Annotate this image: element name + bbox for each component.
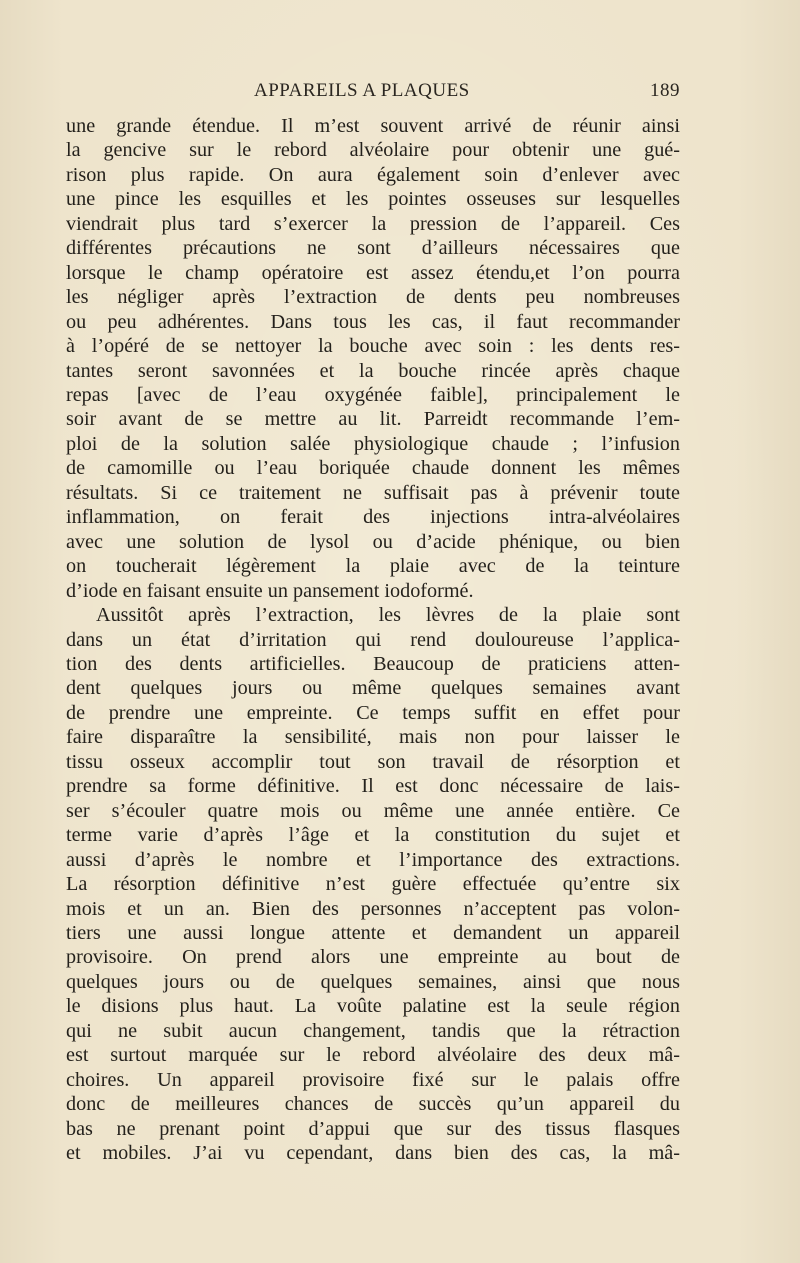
text-line: le disions plus haut. La voûte palatine est la seule région <box>66 995 680 1018</box>
text-line: les négliger après l’extraction de dents peu nombreuses <box>66 286 680 309</box>
text-line: et mobiles. J’ai vu cependant, dans bien des cas, la mâ- <box>66 1142 680 1165</box>
text-line: de prendre une empreinte. Ce temps suffit en effet pour <box>66 701 680 724</box>
text-line: différentes précautions ne sont d’ailleurs nécessaires que <box>66 237 680 260</box>
text-line: on toucherait légèrement la plaie avec de la teinture <box>66 555 680 578</box>
text-line: une grande étendue. Il m’est souvent arrivé de réunir ainsi <box>66 115 680 137</box>
text-line: qui ne subit aucun changement, tandis que la rétraction <box>66 1019 680 1042</box>
text-line: résultats. Si ce traitement ne suffisait pas à prévenir toute <box>66 481 680 504</box>
running-title: APPAREILS A PLAQUES <box>254 80 470 101</box>
text-line: provisoire. On prend alors une empreinte au bout de <box>66 946 680 969</box>
text-line: rison plus rapide. On aura également soin d’enlever avec <box>66 163 680 186</box>
text-line: est surtout marquée sur le rebord alvéolaire des deux mâ- <box>66 1044 680 1067</box>
page-number: 189 <box>650 80 680 101</box>
text-line: aussi d’après le nombre et l’importance des extractions. <box>66 848 680 871</box>
text-line: ser s’écouler quatre mois ou même une année entière. Ce <box>66 799 680 822</box>
text-line: quelques jours ou de quelques semaines, ainsi que nous <box>66 970 680 993</box>
body-text <box>66 114 680 1165</box>
text-line: repas [avec de l’eau oxygénée faible], principalement le <box>66 383 680 406</box>
text-line: La résorption définitive n’est guère effectuée qu’entre six <box>66 873 680 896</box>
text-line: lorsque le champ opératoire est assez étendu,et l’on pourra <box>66 261 680 284</box>
text-line: faire disparaître la sensibilité, mais non pour laisser le <box>66 726 680 749</box>
text-line: mois et un an. Bien des personnes n’acceptent pas volon- <box>66 897 680 920</box>
text-line: avec une solution de lysol ou d’acide phénique, ou bien <box>66 530 680 553</box>
running-head <box>66 80 680 110</box>
text-line: à l’opéré de se nettoyer la bouche avec soin : les dents res- <box>66 335 680 358</box>
text-line: inflammation, on ferait des injections intra-alvéolaires <box>66 506 680 529</box>
text-line: choires. Un appareil provisoire fixé sur le palais offre <box>66 1068 680 1091</box>
text-line: tantes seront savonnées et la bouche rincée après chaque <box>66 359 680 382</box>
text-line: tissu osseux accomplir tout son travail de résorption et <box>66 750 680 773</box>
text-line: terme varie d’après l’âge et la constitution du sujet et <box>66 824 680 847</box>
text-line: ploi de la solution salée physiologique chaude ; l’infusion <box>66 432 680 455</box>
text-line: ou peu adhérentes. Dans tous les cas, il faut recommander <box>66 310 680 333</box>
text-line: soir avant de se mettre au lit. Parreidt recommande l’em- <box>66 408 680 431</box>
text-line: la gencive sur le rebord alvéolaire pour obtenir une gué- <box>66 139 680 162</box>
text-line: une pince les esquilles et les pointes osseuses sur lesquelles <box>66 188 680 211</box>
text-line: viendrait plus tard s’exercer la pression de l’appareil. Ces <box>66 212 680 235</box>
text-line: dans un état d’irritation qui rend douloureuse l’applica- <box>66 628 680 651</box>
text-line: tion des dents artificielles. Beaucoup de praticiens atten- <box>66 652 680 675</box>
text-line: prendre sa forme définitive. Il est donc nécessaire de lais- <box>66 775 680 798</box>
text-line: de camomille ou l’eau boriquée chaude donnent les mêmes <box>66 457 680 480</box>
text-line: d’iode en faisant ensuite un pansement iodoformé. <box>66 579 474 602</box>
text-line: dent quelques jours ou même quelques semaines avant <box>66 677 680 700</box>
text-line: bas ne prenant point d’appui que sur des tissus flasques <box>66 1117 680 1140</box>
text-line: Aussitôt après l’extraction, les lèvres de la plaie sont <box>96 604 680 627</box>
text-line: donc de meilleures chances de succès qu’un appareil du <box>66 1093 680 1116</box>
text-line: tiers une aussi longue attente et demandent un appareil <box>66 921 680 944</box>
